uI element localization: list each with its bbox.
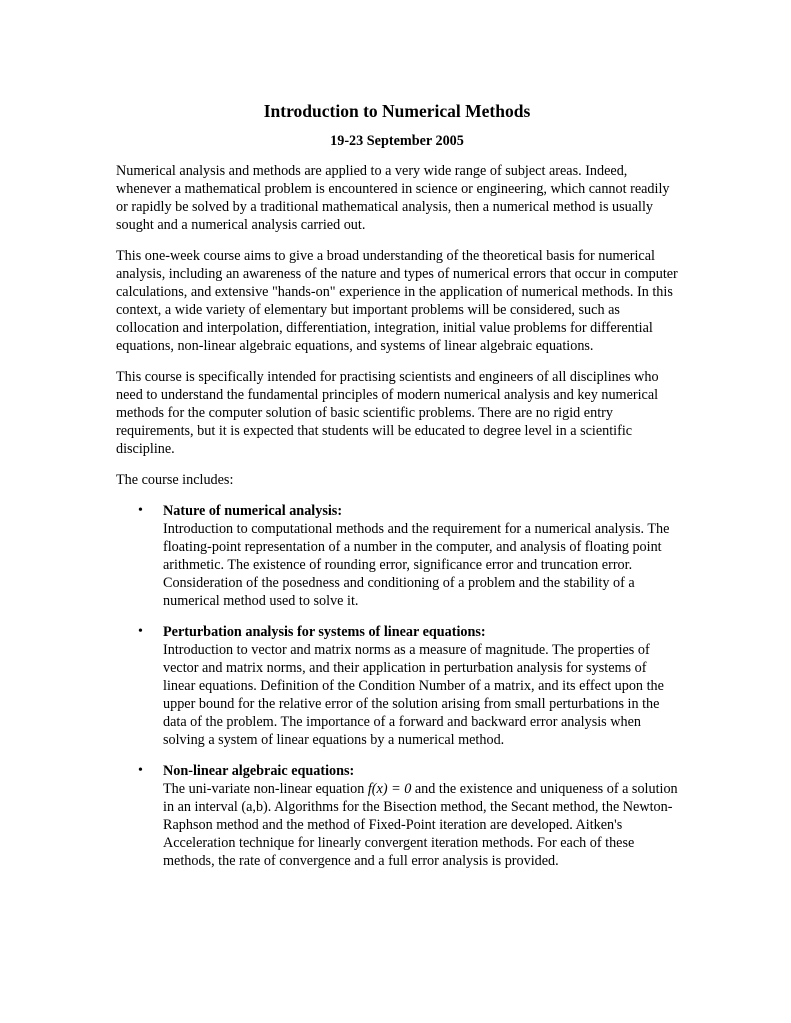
course-aims-paragraph: This one-week course aims to give a broad understanding of the theoretical basis for numerical analysis, including an awareness of the nature and types of numerical errors that occur in computer calculations, and extensive "hands-on" experience in the application of numerical methods. In this context, a wide variety of elementary but important problems will be considered, such as collocation and interpolation, differentiation, integration, initial value problems for differential equations, non-linear algebraic equations, and systems of linear algebraic equations.: [116, 248, 678, 354]
bullet-icon: •: [138, 763, 143, 778]
topic-heading: Non-linear algebraic equations:: [163, 763, 355, 779]
topic-text-after: and the existence and uniqueness of a solution in an interval (a,b). Algorithms for the Bisection method, the Secant method, the Newton-Raphson method and the method of Fixed-Point iteration are developed. Aitken's Acceleration technique for linearly convergent iteration methods. For each of these methods, the rate of convergence and a full error analysis is provided.: [163, 781, 678, 869]
list-item: [116, 762, 678, 870]
topic-text-before: The uni-variate non-linear equation: [163, 781, 368, 797]
bullet-icon: •: [138, 624, 143, 639]
bullet-icon: •: [138, 503, 143, 518]
list-item: [116, 623, 678, 749]
list-item: [116, 502, 678, 610]
includes-paragraph: The course includes:: [116, 472, 234, 488]
document-page: [116, 100, 678, 883]
audience-paragraph: This course is specifically intended for practising scientists and engineers of all disciplines who need to understand the fundamental principles of modern numerical analysis and key numerical methods for the computer solution of basic scientific problems. There are no rigid entry requirements, but it is expected that students will be educated to degree level in a scientific discipline.: [116, 369, 659, 457]
topic-description: Introduction to computational methods and the requirement for a numerical analysis. The floating-point representation of a number in the computer, and analysis of floating point arithmetic. The existence of rounding error, significance error and truncation error. Consideration of the posedness and conditioning of a problem and the stability of a numerical method used to solve it.: [163, 521, 670, 609]
document-title: Introduction to Numerical Methods: [263, 101, 531, 121]
course-date: 19-23 September 2005: [330, 133, 464, 149]
topic-heading: Nature of numerical analysis:: [163, 503, 343, 519]
topic-description: Introduction to vector and matrix norms as a measure of magnitude. The properties of vector and matrix norms, and their application in perturbation analysis for systems of linear equations. Definition of the Condition Number of a matrix, and its effect upon the upper bound for the relative error of the solution arising from small perturbations in the data of the problem. The importance of a forward and backward error analysis when solving a system of linear equations by a numerical method.: [163, 642, 664, 748]
equation: f(x) = 0: [367, 781, 412, 797]
topic-heading: Perturbation analysis for systems of linear equations:: [163, 624, 486, 640]
topic-list: [116, 502, 678, 870]
topic-description: [163, 780, 678, 870]
intro-paragraph: Numerical analysis and methods are applied to a very wide range of subject areas. Indeed, whenever a mathematical problem is encountered in science or engineering, which cannot readily or rapidly be solved by a traditional mathematical analysis, then a numerical method is usually sought and a numerical analysis carried out.: [116, 163, 670, 233]
